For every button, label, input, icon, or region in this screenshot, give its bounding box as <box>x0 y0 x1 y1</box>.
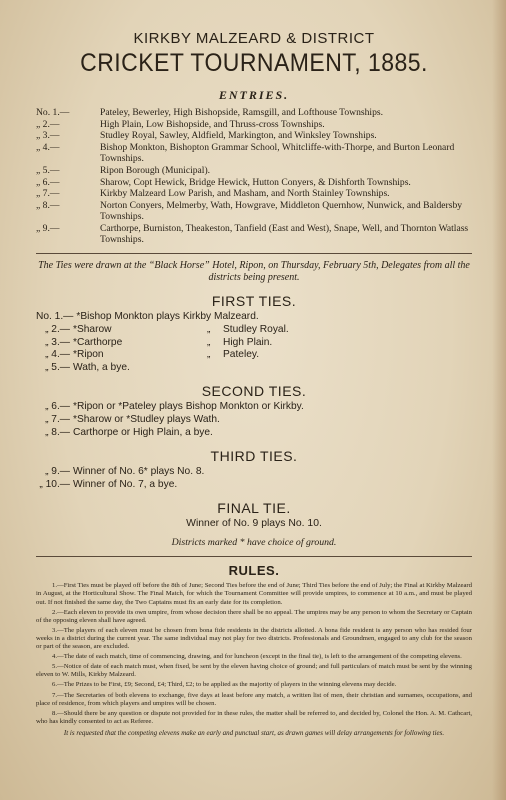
tie-text: Carthorpe or High Plain, a bye. <box>73 426 213 438</box>
entries-heading: ENTRIES. <box>218 88 290 102</box>
entry-text: Studley Royal, Sawley, Aldfield, Markington, and Winksley Townships. <box>100 130 377 142</box>
tie-text: *Ripon or *Pateley plays Bishop Monkton or Kirkby. <box>73 401 304 413</box>
tie-number: „ 4.— <box>45 349 70 361</box>
rule-item: 5.—Notice of date of each match must, when fixed, be sent by the eleven having choice of ground; and full particulars of match must be sent by the winning eleven to W. Mills, Kirkby Malzeard. <box>36 663 472 679</box>
tie-row <box>36 311 472 324</box>
rules-heading: RULES. <box>228 563 280 579</box>
tie-text: Winner of No. 7, a bye. <box>73 478 178 490</box>
entry-text: Carthorpe, Burniston, Theakeston, Tanfield (East and West), Snape, Well, and Thornton Watlass Townships. <box>100 223 469 246</box>
tie-row <box>36 466 472 479</box>
entry-item <box>36 142 472 164</box>
second-ties-heading: SECOND TIES. <box>201 383 307 400</box>
entry-item <box>36 119 472 130</box>
tie-row <box>36 479 472 492</box>
tie-row <box>36 427 472 440</box>
tie-number: „ 6.— <box>45 401 70 413</box>
section-divider <box>36 556 472 557</box>
rule-item: 7.—The Secretaries of both elevens to exchange, five days at least before any match, a written list of men, their christian and surnames, occupations, and place of residence, from which players and umpires will be chosen. <box>36 691 472 707</box>
rule-item: 6.—The Prizes to be First, £9; Second, £4; Third, £2; to be applied as the majority of players in the winning elevens may decide. <box>52 681 397 689</box>
section-divider <box>36 253 472 254</box>
first-ties-list <box>36 311 472 374</box>
tie-home: *Sharow <box>73 324 112 336</box>
tie-home: *Bishop Monkton plays Kirkby Malzeard. <box>76 311 259 323</box>
tie-number: „ 10.— <box>39 478 70 490</box>
entry-number: „ 9.— <box>36 223 60 235</box>
entry-number: No. 1.— <box>36 107 70 118</box>
rule-item: 3.—The players of each eleven must be chosen from bona fide residents in the districts allotted. A bona fide resident is any person who has resided four weeks in a district during the current year. The same individual may not play for two districts. Professionals and Groundmen, engaged to any club for the season or part of the season, are excluded. <box>36 626 472 651</box>
entry-item <box>36 188 472 199</box>
entry-text: Norton Conyers, Melmerby, Wath, Howgrave, Middleton Quernhow, Nunwick, and Baldersby Townships. <box>100 200 463 223</box>
entry-text: Bishop Monkton, Bishopton Grammar School, Whitcliffe-with-Thorpe, and Burton Leonard Townships. <box>100 142 455 165</box>
closing-note: It is requested that the competing elevens make an early and punctual start, as drawn games will delay arrangements for following ties. <box>63 728 445 737</box>
draw-note: The Ties were drawn at the “Black Horse” Hotel, Ripon, on Thursday, February 5th, Delegates from all the districts being present. <box>38 260 470 284</box>
tie-row <box>36 362 472 375</box>
third-ties-list <box>36 466 472 491</box>
entry-item <box>36 200 472 222</box>
tie-number: „ 5.— <box>45 361 70 373</box>
tie-number: „ 3.— <box>45 336 70 348</box>
entry-item <box>36 177 472 188</box>
entry-number: „ 7.— <box>36 188 60 200</box>
tie-row <box>36 324 472 337</box>
tie-home: *Ripon <box>73 349 104 361</box>
third-ties-heading: THIRD TIES. <box>210 448 298 465</box>
entry-item <box>36 107 472 118</box>
entry-number: „ 2.— <box>36 118 60 130</box>
ditto-mark: „ <box>207 324 211 336</box>
tie-text: Winner of No. 6* plays No. 8. <box>73 466 205 478</box>
tie-number: „ 9.— <box>45 466 70 478</box>
rule-item: 4.—The date of each match, time of commencing, drawing, and for luncheon (except in the final tie), is left to the arrangement of the competing elevens. <box>52 653 462 661</box>
districts-note: Districts marked * have choice of ground. <box>171 537 337 549</box>
entry-number: „ 8.— <box>36 200 60 212</box>
paper-edge-stain <box>492 0 506 800</box>
tie-number: „ 8.— <box>45 426 70 438</box>
tie-number: „ 7.— <box>45 414 70 425</box>
entry-number: „ 3.— <box>36 130 60 142</box>
header-line1: KIRKBY MALZEARD & DISTRICT <box>133 30 375 47</box>
entry-number: „ 4.— <box>36 142 60 154</box>
tie-number: „ 2.— <box>45 324 70 336</box>
entry-text: Pateley, Bewerley, High Bishopside, Ramsgill, and Lofthouse Townships. <box>100 107 384 118</box>
entry-item <box>36 223 472 245</box>
entry-item <box>36 165 472 176</box>
tie-home: Wath, a bye. <box>73 361 130 373</box>
entry-text: Sharow, Copt Hewick, Bridge Hewick, Hutton Conyers, & Dishforth Townships. <box>100 176 411 188</box>
second-ties-list <box>36 401 472 439</box>
entry-number: „ 6.— <box>36 176 60 188</box>
tie-away: Studley Royal. <box>223 324 289 336</box>
rule-item: 2.—Each eleven to provide its own umpire, from whose decision there shall be no appeal. The umpires may be any person to whom the Secretary or Captain of the opposing eleven shall have agreed. <box>36 608 472 624</box>
tie-row <box>36 414 472 427</box>
tie-row <box>36 349 472 362</box>
rules-list <box>36 582 472 726</box>
tie-away: Pateley. <box>223 349 260 361</box>
first-ties-heading: FIRST TIES. <box>211 293 297 310</box>
ditto-mark: „ <box>207 336 211 348</box>
tie-home: *Carthorpe <box>73 336 123 348</box>
rule-item: 1.—First Ties must be played off before the 8th of June; Second Ties before the end of June; Third Ties before the end of July; the Final at Kirkby Malzeard in August, at the Horticultural Show. The Final Match, for which the Tournament Committee will provide umpires, to commence at 10 a.m., and must be played out. If not finished the same day, the Two Captains must fix an early date for its completion. <box>36 582 472 606</box>
tie-number: No. 1.— <box>36 311 74 323</box>
entry-text: Kirkby Malzeard Low Parish, and Masham, and North Stainley Townships. <box>100 188 390 200</box>
tie-away: High Plain. <box>223 336 273 348</box>
tie-row <box>36 337 472 350</box>
entry-text: Ripon Borough (Municipal). <box>100 165 211 177</box>
entry-text: High Plain, Low Bishopside, and Thruss-cross Townships. <box>100 118 325 130</box>
final-tie-heading: FINAL TIE. <box>217 500 291 517</box>
header-title: CRICKET TOURNAMENT, 1885. <box>80 49 428 77</box>
ditto-mark: „ <box>207 349 211 361</box>
rule-item: 8.—Should there be any question or dispute not provided for in these rules, the matter shall be referred to, and decided by, Colonel the Hon. A. M. Cathcart, who has kindly consented to act as Referee. <box>36 709 472 725</box>
final-tie-text: Winner of No. 9 plays No. 10. <box>186 518 322 530</box>
entry-item <box>36 130 472 141</box>
tie-text: *Sharow or *Studley plays Wath. <box>73 414 220 425</box>
entry-number: „ 5.— <box>36 165 60 177</box>
tie-row <box>36 401 472 414</box>
entries-list <box>36 107 472 245</box>
